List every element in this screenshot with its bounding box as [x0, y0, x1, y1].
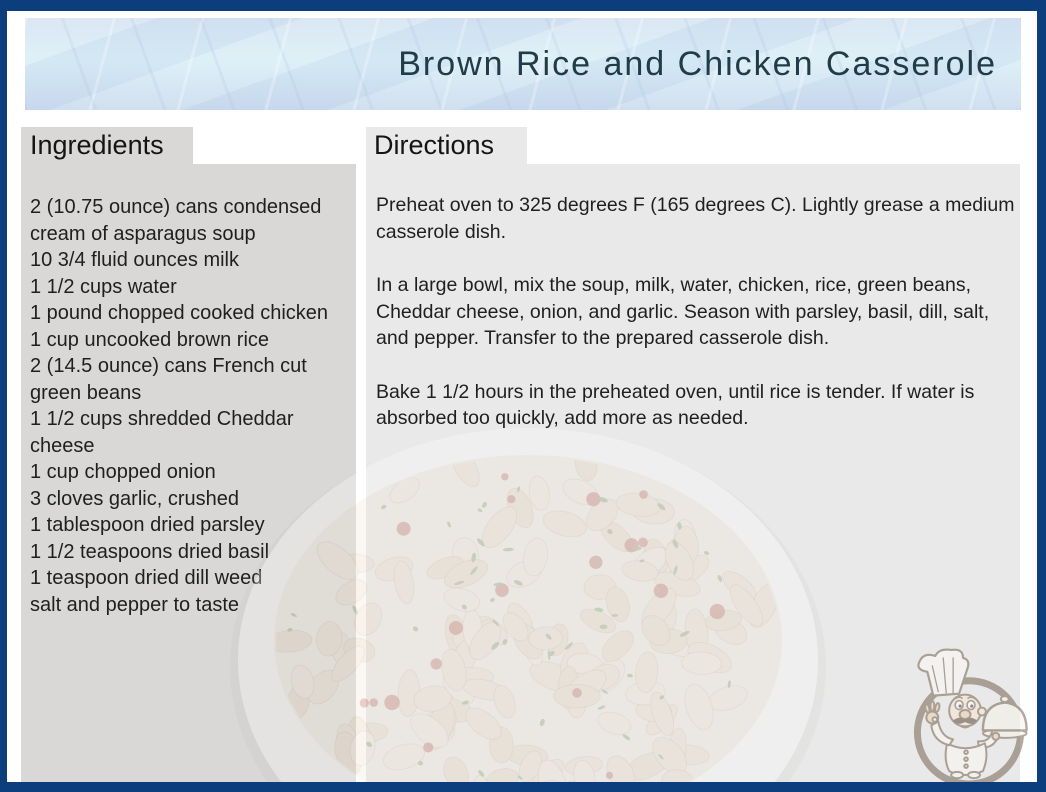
directions-heading-label: Directions	[374, 130, 495, 160]
ingredients-list	[30, 194, 347, 618]
ingredient-item: 3 cloves garlic, crushed	[30, 487, 239, 510]
ingredient-item: 1 teaspoon dried dill weed	[30, 567, 263, 589]
directions-list	[376, 192, 1016, 432]
ingredients-heading-label: Ingredients	[30, 130, 164, 160]
ingredient-item: 1 tablespoon dried parsley	[30, 514, 265, 536]
directions-heading	[366, 127, 527, 164]
ingredient-item: 1 1/2 teaspoons dried basil	[30, 540, 270, 563]
ingredient-item: 1 cup chopped onion	[30, 461, 216, 483]
ingredient-item: 1 pound chopped cooked chicken	[30, 302, 329, 324]
ingredients-panel	[21, 164, 356, 782]
ingredient-item: 2 (14.5 ounce) cans French cut green beans	[30, 355, 307, 404]
recipe-header	[25, 18, 1021, 110]
ingredient-item: 10 3/4 fluid ounces milk	[30, 249, 240, 271]
ingredient-item: 2 (10.75 ounce) cans condensed cream of asparagus soup	[30, 196, 322, 245]
directions-panel	[366, 164, 1020, 782]
direction-step: In a large bowl, mix the soup, milk, water, chicken, rice, green beans, Cheddar cheese, onion, and garlic. Season with parsley, basil, dill, salt, and pepper. Transfer to the prepared casserole dish.	[376, 274, 990, 349]
ingredient-item: 1 cup uncooked brown rice	[30, 328, 270, 351]
page-title: Brown Rice and Chicken Casserole	[398, 44, 997, 83]
direction-step: Preheat oven to 325 degrees F (165 degrees C). Lightly grease a medium casserole dish.	[376, 194, 1015, 243]
ingredients-heading	[21, 127, 193, 164]
direction-step: Bake 1 1/2 hours in the preheated oven, until rice is tender. If water is absorbed too quickly, add more as needed.	[376, 380, 975, 429]
ingredient-item: 1 1/2 cups shredded Cheddar cheese	[30, 408, 294, 457]
ingredient-item: 1 1/2 cups water	[30, 275, 177, 298]
ingredient-item: salt and pepper to taste	[30, 593, 240, 616]
